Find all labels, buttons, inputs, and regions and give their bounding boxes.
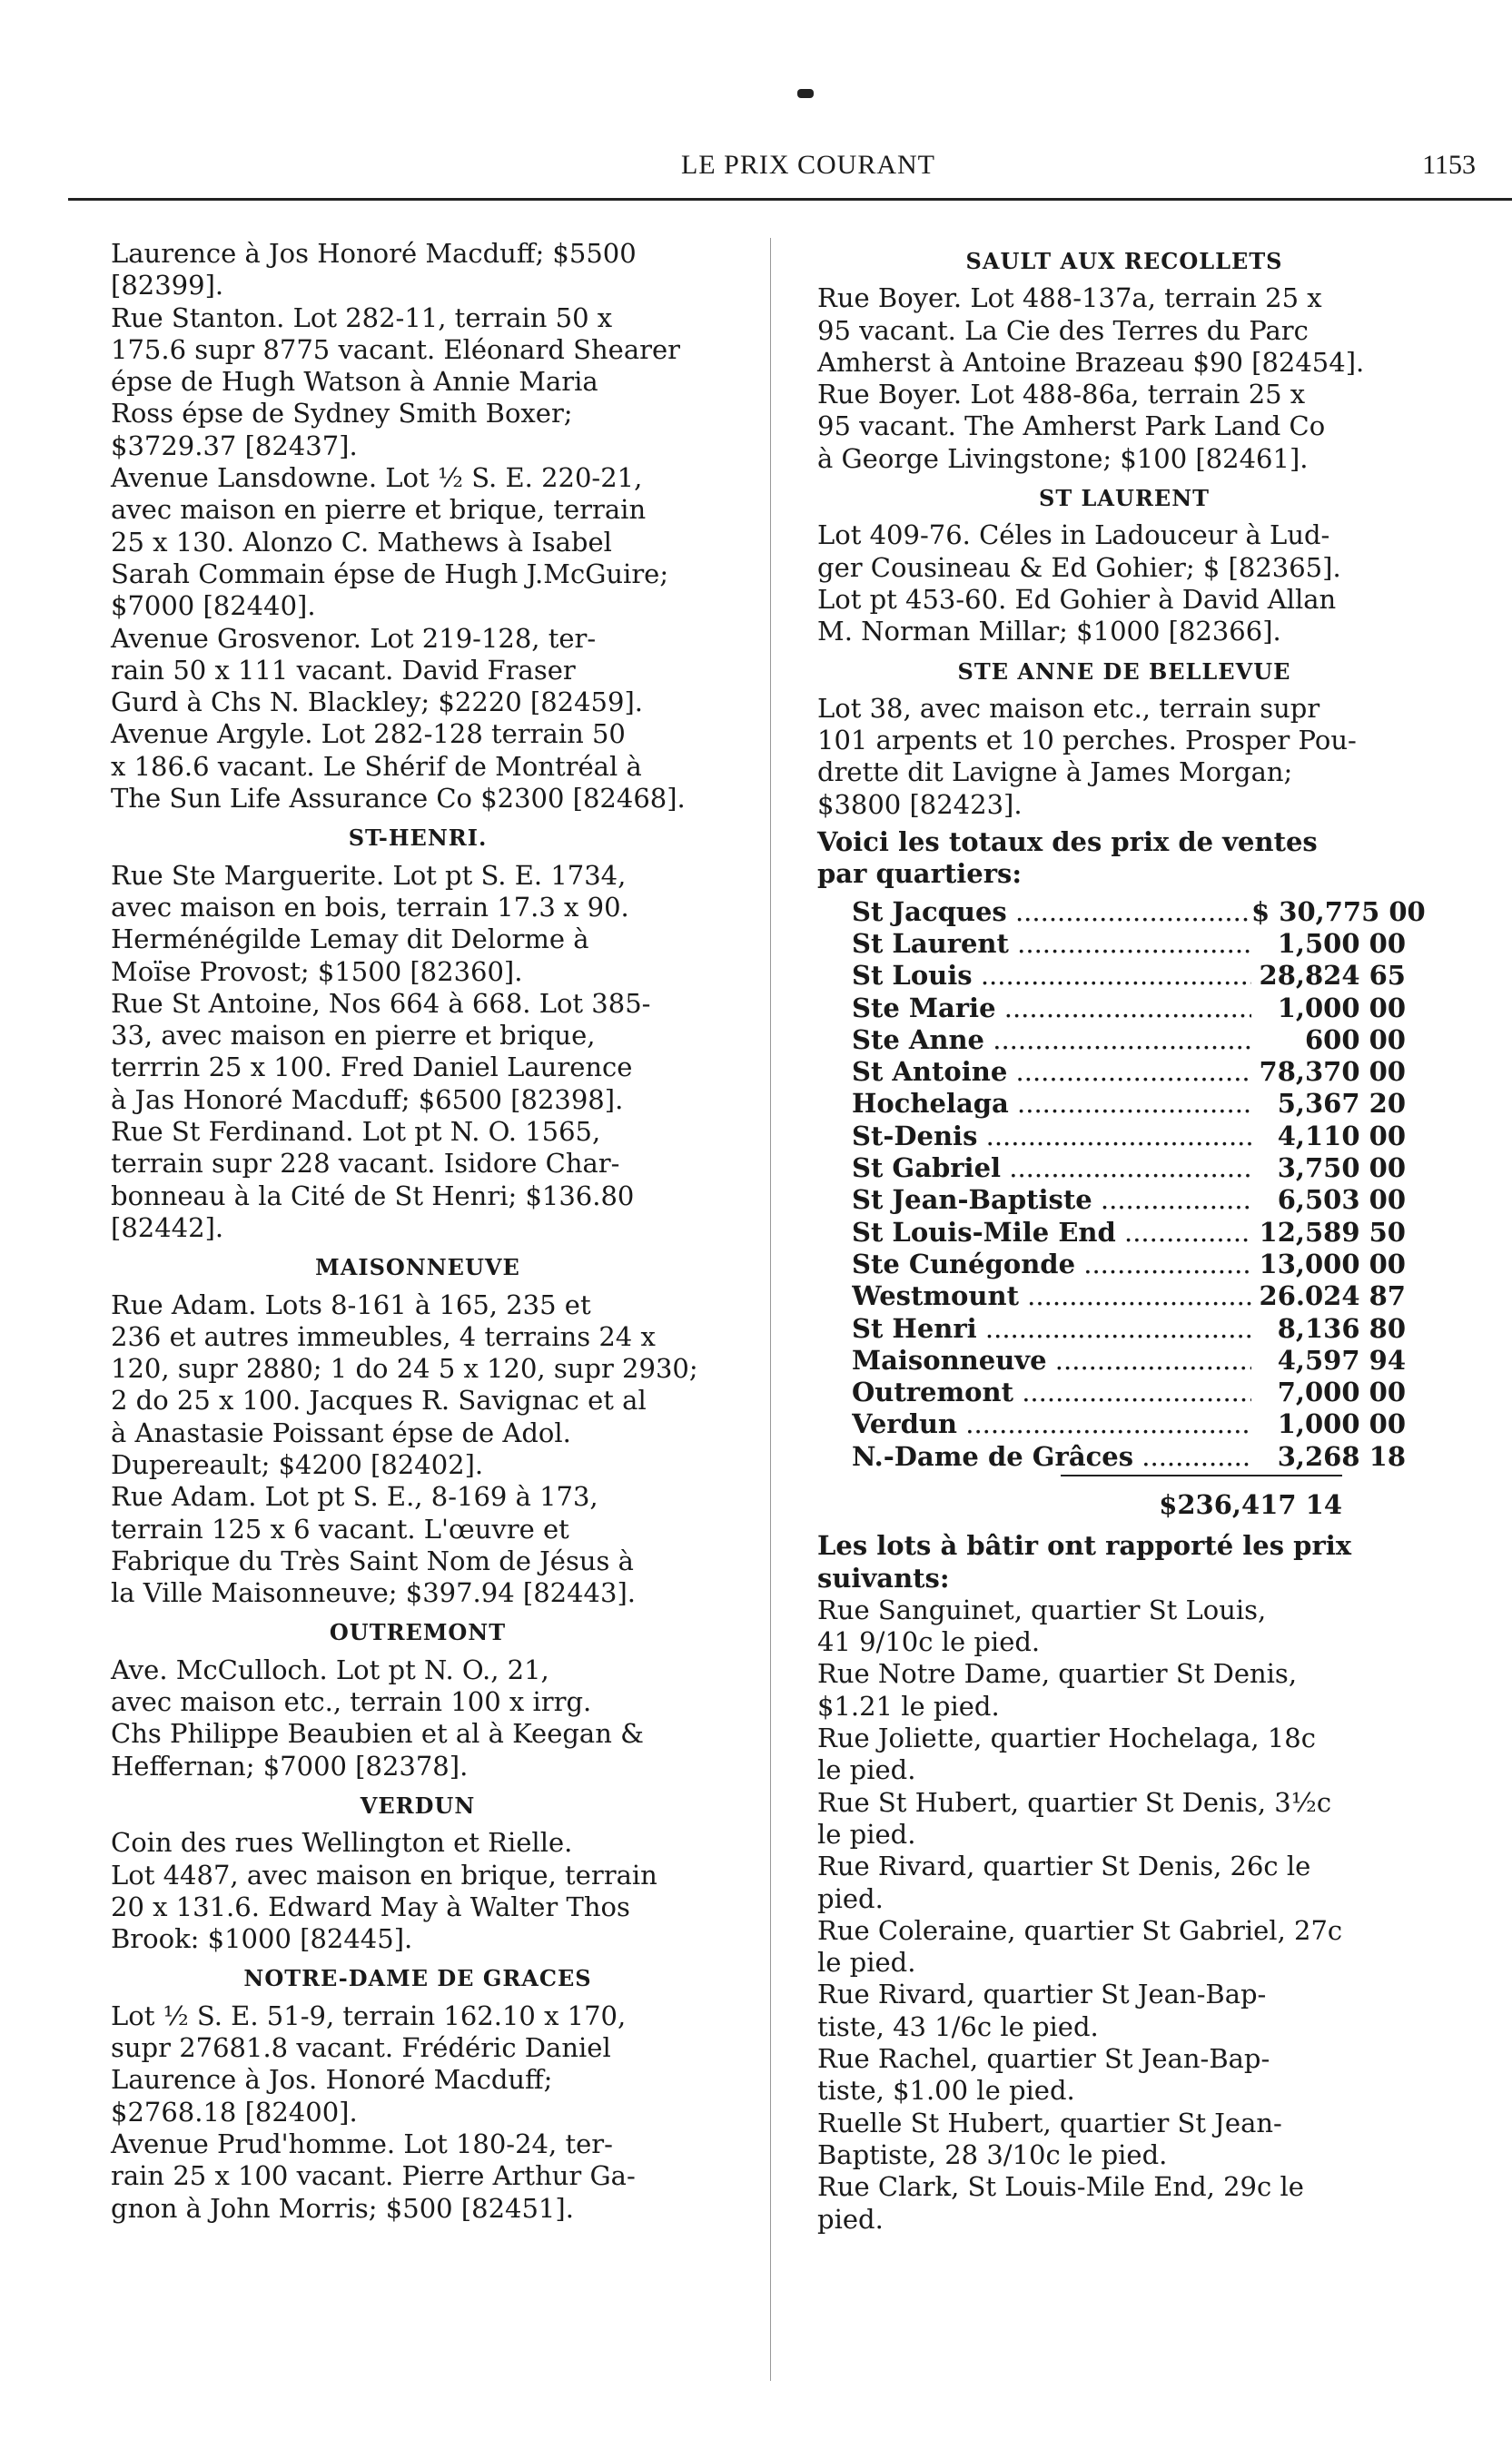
district-name: N.-Dame de Grâces ..... bbox=[852, 1441, 1251, 1473]
transaction-entry: Lot pt 453-60. Ed Gohier à David Allan M. Norman Millar; $1000 [82366]. bbox=[817, 583, 1337, 647]
district-amount: 1,500 00 bbox=[1251, 928, 1406, 960]
right-column-entries bbox=[788, 245, 1460, 821]
lots-intro: Les lots à bâtir ont rapporté les prix suivants: bbox=[817, 1530, 1352, 1594]
totals-row bbox=[852, 1121, 1406, 1152]
district-amount: 26.024 87 bbox=[1251, 1280, 1406, 1312]
totals-row bbox=[852, 1280, 1406, 1312]
transaction-entry: Coin des rues Wellington et Rielle. Lot 4487, avec maison en brique, terrain 20 x 131.6. Edward May à Walter Thos Brook: $1000 [82445]. bbox=[111, 1827, 657, 1955]
district-amount: 28,824 65 bbox=[1251, 960, 1406, 992]
transaction-entry: Ave. McCulloch. Lot pt N. O., 21, avec maison etc., terrain 100 x irrg. Chs Philippe Beaubien et al à Keegan & Heffernan; $7000 [82378]. bbox=[111, 1654, 644, 1782]
section-heading: ST LAURENT bbox=[1038, 485, 1210, 512]
section-heading: OUTREMONT bbox=[329, 1619, 507, 1646]
district-name: Ste Anne ..... bbox=[852, 1024, 1251, 1056]
district-amount: 78,370 00 bbox=[1251, 1056, 1406, 1088]
section-heading: ST-HENRI. bbox=[348, 825, 488, 852]
totals-row bbox=[852, 1056, 1406, 1088]
right-column bbox=[788, 238, 1460, 2236]
totals-row bbox=[852, 1345, 1406, 1377]
transaction-entry: Lot ½ S. E. 51-9, terrain 162.10 x 170, supr 27681.8 vacant. Frédéric Daniel Laurence à Jos. Honoré Macduff; $2768.18 [82400]. bbox=[111, 2000, 627, 2128]
totals-row bbox=[852, 928, 1406, 960]
transaction-entry: Laurence à Jos Honoré Macduff; $5500 [82399]. bbox=[111, 238, 637, 301]
section-heading: MAISONNEUVE bbox=[315, 1254, 520, 1281]
transaction-entry: Avenue Prud'homme. Lot 180-24, ter- rain 25 x 100 vacant. Pierre Arthur Ga- gnon à John Morris; $500 [82451]. bbox=[111, 2128, 636, 2224]
sum-rule bbox=[1061, 1475, 1342, 1476]
header-rule bbox=[68, 198, 1512, 201]
lot-price-entry: Rue Rachel, quartier St Jean-Bap- tiste, $1.00 le pied. bbox=[817, 2043, 1270, 2107]
transaction-entry: Avenue Lansdowne. Lot ½ S. E. 220-21, avec maison en pierre et brique, terrain 25 x 130. Alonzo C. Mathews à Isabel Sarah Commain épse de Hugh J.McGuire; $7000 [82440]. bbox=[111, 462, 669, 622]
totals-table bbox=[852, 895, 1426, 1473]
section-heading: NOTRE-DAME DE GRACES bbox=[243, 1965, 592, 1992]
lot-price-entry: Rue Joliette, quartier Hochelaga, 18c le pied. bbox=[817, 1723, 1316, 1786]
district-name: St-Denis ..... bbox=[852, 1121, 1251, 1152]
district-name: St Louis ..... bbox=[852, 960, 1251, 992]
lot-price-entry: Ruelle St Hubert, quartier St Jean- Baptiste, 28 3/10c le pied. bbox=[817, 2107, 1282, 2170]
district-name: Outremont ..... bbox=[852, 1377, 1251, 1408]
district-name: St Jacques ..... bbox=[852, 896, 1251, 928]
district-amount: 5,367 20 bbox=[1251, 1088, 1406, 1120]
lot-price-entry: Rue St Hubert, quartier St Denis, 3½c le pied. bbox=[817, 1786, 1332, 1850]
district-amount: 1,000 00 bbox=[1251, 1408, 1406, 1440]
transaction-entry: Rue Boyer. Lot 488-137a, terrain 25 x 95 vacant. La Cie des Terres du Parc Amherst à Antoine Brazeau $90 [82454]. bbox=[817, 282, 1365, 378]
grand-total: $236,417 14 bbox=[1159, 1488, 1342, 1520]
district-name: Ste Marie ..... bbox=[852, 992, 1251, 1024]
district-amount: 12,589 50 bbox=[1251, 1217, 1406, 1249]
page-title: LE PRIX COURANT bbox=[680, 150, 935, 180]
totals-row bbox=[852, 1184, 1406, 1216]
transaction-entry: Rue Ste Marguerite. Lot pt S. E. 1734, avec maison en bois, terrain 17.3 x 90. Herménégilde Lemay dit Delorme à Moïse Provost; $1500 [82360]. bbox=[111, 859, 629, 987]
district-name: St Laurent ..... bbox=[852, 928, 1251, 960]
district-amount: 7,000 00 bbox=[1251, 1377, 1406, 1408]
left-column bbox=[82, 238, 754, 2225]
totals-row bbox=[852, 1408, 1406, 1440]
district-name: St Gabriel ..... bbox=[852, 1152, 1251, 1184]
section-heading: SAULT AUX RECOLLETS bbox=[965, 248, 1283, 274]
totals-row bbox=[852, 1313, 1406, 1345]
transaction-entry: Rue Adam. Lots 8-161 à 165, 235 et 236 et autres immeubles, 4 terrains 24 x 120, supr 2880; 1 do 24 5 x 120, supr 2930; 2 do 25 x 100. Jacques R. Savignac et al à Anastasie Poissant épse de Adol. Dupereault; $4200 [82402]. bbox=[111, 1289, 698, 1480]
district-amount: 4,597 94 bbox=[1251, 1345, 1406, 1377]
totals-row bbox=[852, 1217, 1406, 1249]
district-name: St Louis-Mile End ..... bbox=[852, 1217, 1251, 1249]
transaction-entry: Rue Adam. Lot pt S. E., 8-169 à 173, terrain 125 x 6 vacant. L'œuvre et Fabrique du Très Saint Nom de Jésus à la Ville Maisonneuve; $397.94 [82443]. bbox=[111, 1481, 636, 1609]
district-amount: 600 00 bbox=[1251, 1024, 1406, 1056]
transaction-entry: Rue Boyer. Lot 488-86a, terrain 25 x 95 vacant. The Amherst Park Land Co à George Livingstone; $100 [82461]. bbox=[817, 379, 1326, 474]
district-amount: 6,503 00 bbox=[1251, 1184, 1406, 1216]
transaction-entry: Rue St Ferdinand. Lot pt N. O. 1565, terrain supr 228 vacant. Isidore Char- bonneau à la Cité de St Henri; $136.80 [82442]. bbox=[111, 1116, 635, 1243]
totals-row bbox=[852, 895, 1426, 928]
section-heading: VERDUN bbox=[360, 1792, 476, 1819]
transaction-entry: Rue Stanton. Lot 282-11, terrain 50 x 175.6 supr 8775 vacant. Eléonard Shearer épse de Hugh Watson à Annie Maria Ross épse de Sydney Smith Boxer; $3729.37 [82437]. bbox=[111, 301, 680, 461]
district-amount: 13,000 00 bbox=[1251, 1249, 1406, 1280]
district-name: St Henri ..... bbox=[852, 1313, 1251, 1345]
page-header bbox=[73, 150, 1476, 204]
lot-price-entry: Rue Coleraine, quartier St Gabriel, 27c le pied. bbox=[817, 1914, 1343, 1979]
district-name: Hochelaga ..... bbox=[852, 1088, 1251, 1120]
transaction-entry: Avenue Argyle. Lot 282-128 terrain 50 x 186.6 vacant. Le Shérif de Montréal à The Sun Life Assurance Co $2300 [82468]. bbox=[111, 718, 686, 815]
transaction-entry: Lot 38, avec maison etc., terrain supr 101 arpents et 10 perches. Prosper Pou- drette dit Lavigne à James Morgan; $3800 [82423]. bbox=[817, 692, 1357, 820]
lot-price-entry: Rue Clark, St Louis-Mile End, 29c le pied. bbox=[817, 2171, 1304, 2235]
district-name: Westmount ..... bbox=[852, 1280, 1251, 1312]
lots-list bbox=[788, 1595, 1460, 2236]
totals-row bbox=[852, 1441, 1406, 1473]
lot-price-entry: Rue Sanguinet, quartier St Louis, 41 9/10c le pied. bbox=[817, 1594, 1267, 1658]
totals-intro: Voici les totaux des prix de ventes par quartiers: bbox=[817, 826, 1318, 890]
page-number: 1153 bbox=[1422, 150, 1476, 180]
transaction-entry: Rue St Antoine, Nos 664 à 668. Lot 385- 33, avec maison en pierre et brique, terrrin 25 x 100. Fred Daniel Laurence à Jas Honoré Macduff; $6500 [82398]. bbox=[111, 987, 651, 1115]
printer-mark bbox=[797, 89, 814, 98]
totals-row bbox=[852, 1249, 1406, 1280]
section-heading: STE ANNE DE BELLEVUE bbox=[957, 657, 1291, 685]
totals-row bbox=[852, 1088, 1406, 1120]
district-amount: 8,136 80 bbox=[1251, 1313, 1406, 1345]
district-name: St Antoine ..... bbox=[852, 1056, 1251, 1088]
totals-row bbox=[852, 1152, 1406, 1184]
lot-price-entry: Rue Rivard, quartier St Jean-Bap- tiste, 43 1/6c le pied. bbox=[817, 1979, 1267, 2042]
column-divider bbox=[770, 238, 771, 2381]
transaction-entry: Lot 409-76. Céles in Ladouceur à Lud- ger Cousineau & Ed Gohier; $ [82365]. bbox=[817, 519, 1341, 583]
district-amount: 3,750 00 bbox=[1251, 1152, 1406, 1184]
district-name: Ste Cunégonde ..... bbox=[852, 1249, 1251, 1280]
lot-price-entry: Rue Rivard, quartier St Denis, 26c le pied. bbox=[817, 1851, 1311, 1914]
district-name: Maisonneuve ..... bbox=[852, 1345, 1251, 1377]
lot-price-entry: Rue Notre Dame, quartier St Denis, $1.21 le pied. bbox=[817, 1658, 1298, 1722]
totals-row bbox=[852, 992, 1406, 1024]
district-amount: 1,000 00 bbox=[1251, 992, 1406, 1024]
totals-row bbox=[852, 960, 1406, 992]
transaction-entry: Avenue Grosvenor. Lot 219-128, ter- rain 50 x 111 vacant. David Fraser Gurd à Chs N. Blackley; $2220 [82459]. bbox=[111, 622, 643, 718]
district-amount: 3,268 18 bbox=[1251, 1441, 1406, 1473]
totals-row bbox=[852, 1024, 1406, 1056]
district-amount: $ 30,775 00 bbox=[1251, 895, 1426, 927]
totals-row bbox=[852, 1377, 1406, 1408]
district-amount: 4,110 00 bbox=[1251, 1121, 1406, 1152]
district-name: St Jean-Baptiste ..... bbox=[852, 1184, 1251, 1216]
district-name: Verdun ..... bbox=[852, 1408, 1251, 1440]
